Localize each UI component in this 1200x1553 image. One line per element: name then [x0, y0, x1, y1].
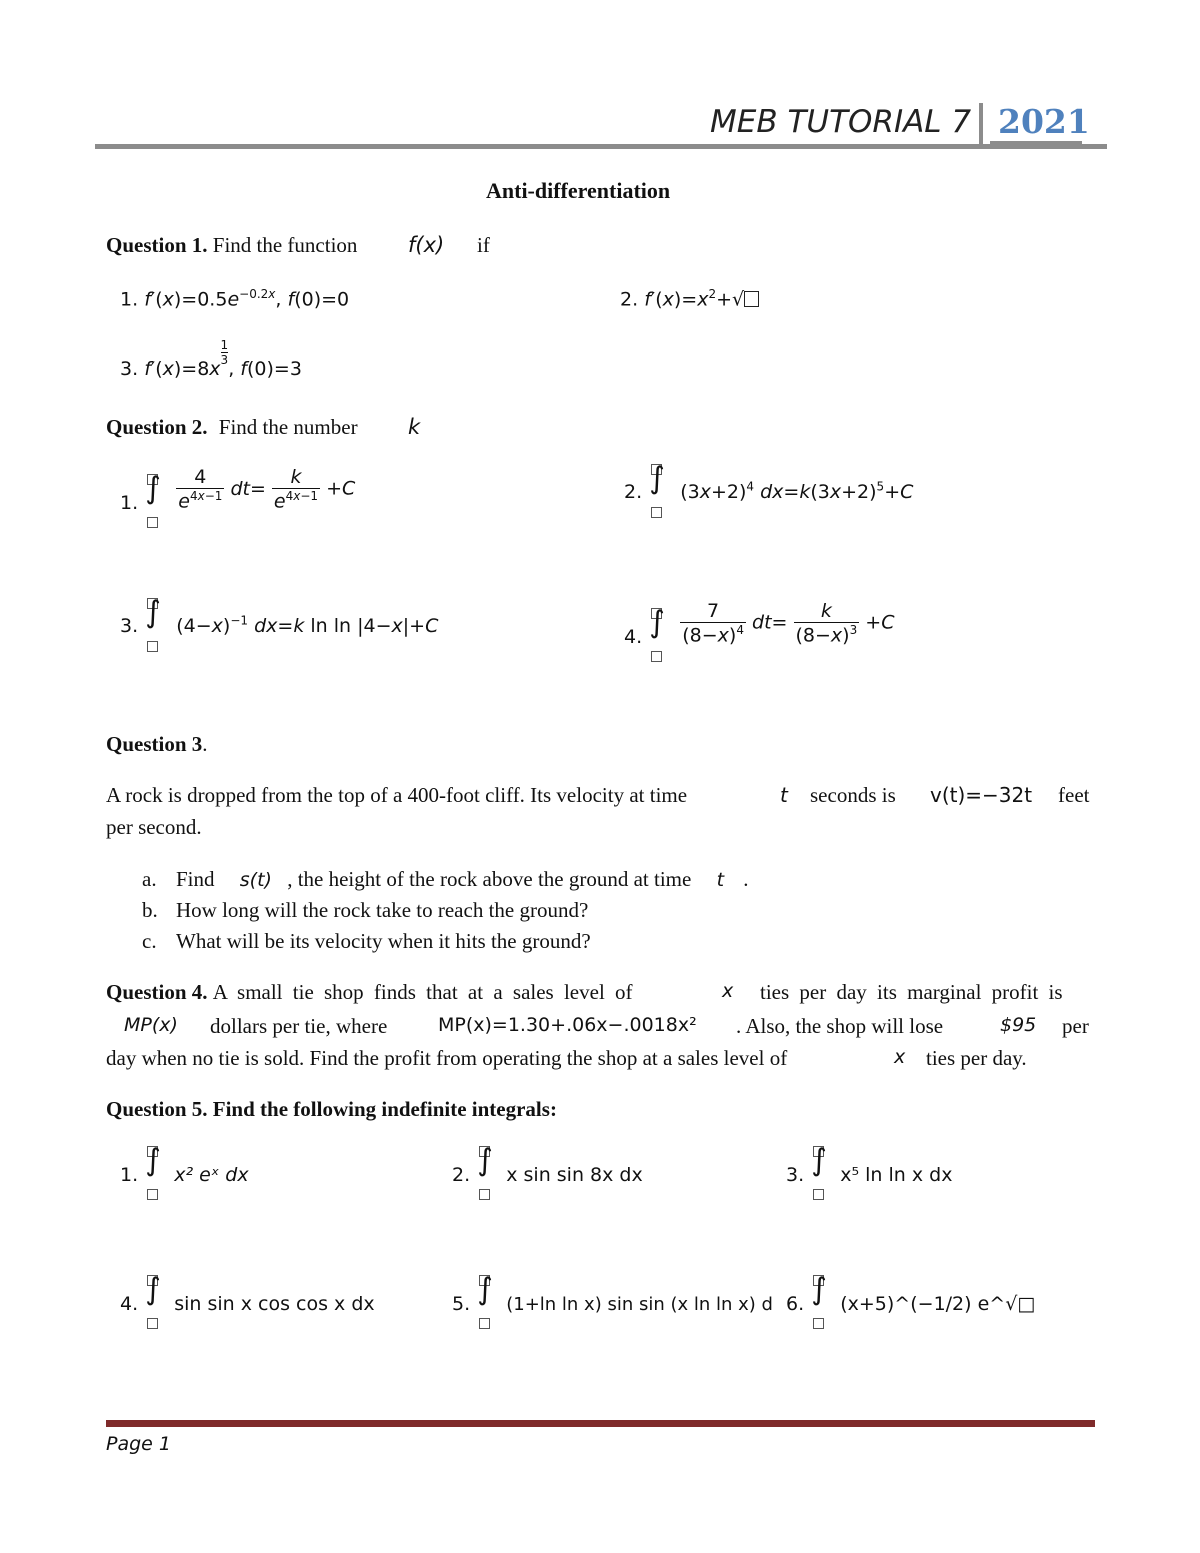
q4-line2-b: . Also, the shop will lose [736, 1014, 944, 1038]
footer-rule [106, 1420, 1095, 1427]
q5-item-2: 2. ∫ x sin sin 8x dx [452, 1149, 643, 1173]
q4-line1-end: ties per day its marginal profit is [760, 980, 1063, 1004]
q3-text-feet: feet [1058, 783, 1090, 807]
q1-function-symbol: f(x) [408, 233, 445, 257]
q3-part-a: a. Find s(t) , the height of the rock above the ground at time t . [142, 867, 749, 891]
q3-text-line1: A rock is dropped from the top of a 400-foot cliff. Its velocity at time [106, 783, 688, 807]
q4-line3-b: ties per day. [926, 1046, 1027, 1070]
question-1-label: Question 1. [106, 233, 208, 257]
question-2-text: Find the number [218, 415, 358, 439]
question-2-prompt [106, 415, 358, 440]
document-title: Anti-differentiation [486, 178, 671, 203]
q5-item-6: 6. ∫ (x+5)^(−1/2) e^√□ [786, 1278, 1035, 1302]
q1-item-3: 3. f′(x)=8x $\frac{1}{3}$ , f(0)=3 [120, 338, 302, 380]
q4-x-symbol-2: x [894, 1046, 906, 1068]
header-year-underline [990, 141, 1082, 144]
header-rule [95, 144, 1107, 149]
q1-if: if [477, 233, 490, 257]
q1-item-2: 2. $f'(x)=x^2+√$ [620, 287, 759, 310]
q4-line1: Question 4. A small tie shop finds that at a sales level of [106, 980, 633, 1004]
q3-t-symbol: t [780, 783, 788, 807]
q4-line2-a: dollars per tie, where [210, 1014, 388, 1038]
missing-glyph-box [744, 291, 759, 307]
question-5-label: Question 5. Find the following indefinite integrals: [106, 1097, 557, 1121]
q4-loss-amount: $95 [1000, 1014, 1037, 1036]
q2-item-1: 1. ∫ $\frac{4}{e^{4x-1}}$ dt= $\frac{k}{e^{4x-1}}$ +C [120, 466, 355, 512]
question-3-label: Question 3. [106, 732, 208, 756]
page-number: Page 1 [106, 1433, 171, 1455]
q2-item-3: 3. ∫ $(4-x)^{-1}$ dx=k ln ln |4−x|+C [120, 600, 438, 625]
header-year: 2021 [998, 102, 1090, 141]
q3-text-line2: per second. [106, 815, 202, 839]
q5-item-4: 4. ∫ sin sin x cos cos x dx [120, 1278, 375, 1302]
q3-part-c: c. What will be its velocity when it hits the ground? [142, 929, 591, 953]
q3-text-seconds: seconds is [810, 783, 896, 807]
header-separator [979, 103, 983, 145]
q5-item-1: 1. ∫ x² eˣ dx [120, 1149, 249, 1173]
q3-part-b: b. How long will the rock take to reach the ground? [142, 898, 589, 922]
q4-line2-c: per [1062, 1014, 1089, 1038]
q3-velocity: v(t)=−32t [930, 783, 1033, 807]
question-1-prompt [106, 233, 357, 258]
q2-item-4: 4. ∫ $\frac{7}{(8-x)^4}$ dt= $\frac{k}{(8-x)^3}$ +C [624, 600, 894, 646]
q2-item-2: 2. ∫ $(3x+2)^4$ $dx=k(3x+2)^5+C$ [624, 466, 913, 491]
q4-x-symbol: x [722, 980, 734, 1002]
q1-item-1: 1. $f'(x)=0.5e^{-0.2x}$, f(0)=0 [120, 287, 350, 311]
q5-item-5: 5. ∫ (1+ln ln x) sin sin (x ln ln x) d [452, 1278, 773, 1302]
q4-mp-symbol: MP(x) [124, 1014, 178, 1036]
question-1-text: Find the function [212, 233, 358, 257]
q4-line3-a: day when no tie is sold. Find the profit from operating the shop at a sales level of [106, 1046, 788, 1070]
q2-k-symbol: k [408, 415, 421, 439]
question-2-label: Question 2. [106, 415, 208, 439]
q5-item-3: 3. ∫ x⁵ ln ln x dx [786, 1149, 952, 1173]
q4-mp-equation: MP(x)=1.30+.06x−.0018x² [438, 1014, 697, 1036]
header-title: MEB TUTORIAL 7 [710, 104, 972, 140]
